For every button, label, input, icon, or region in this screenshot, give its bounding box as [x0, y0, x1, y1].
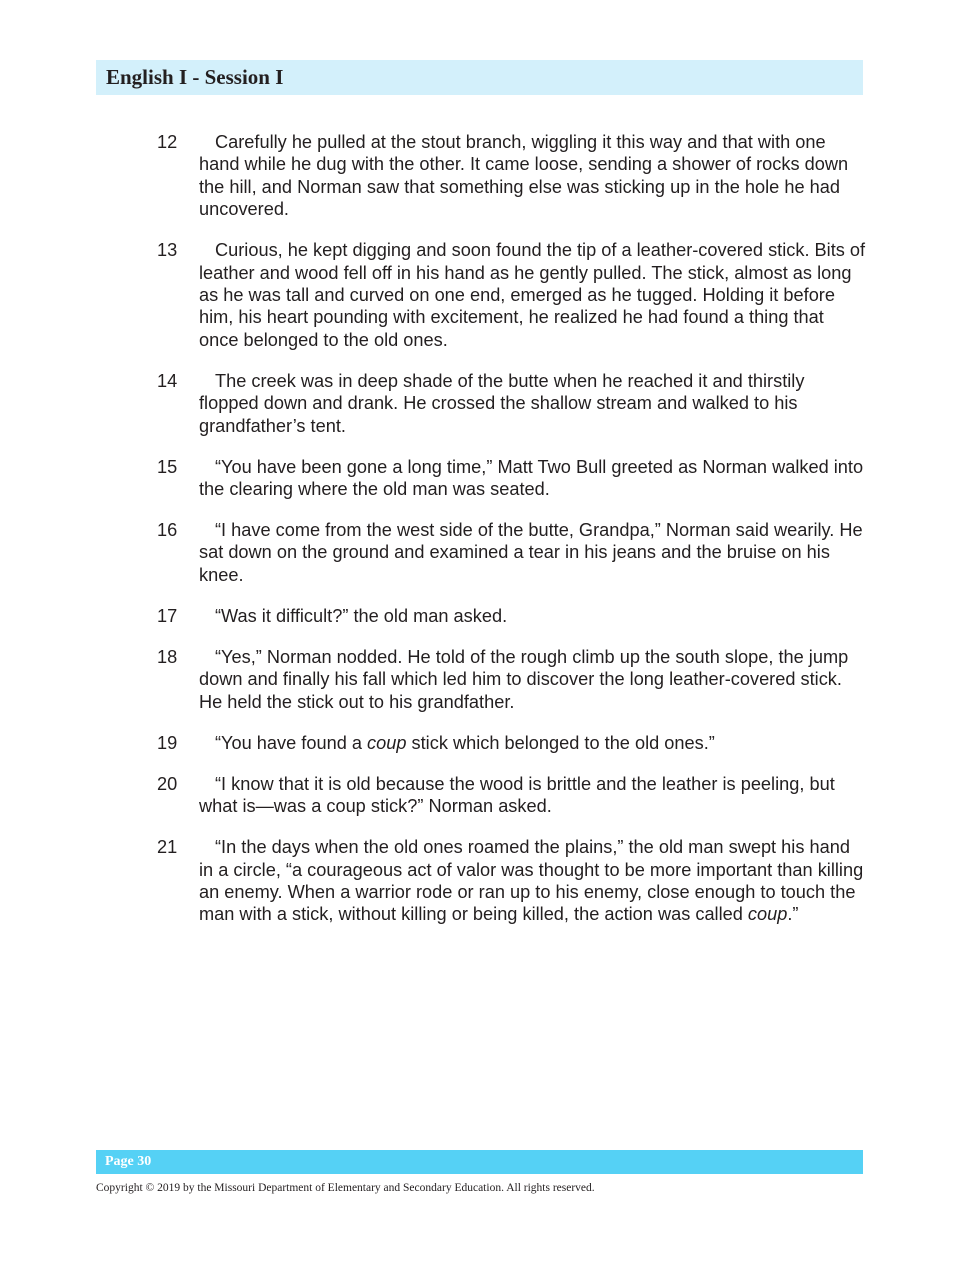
paragraph-number: 16 [157, 520, 178, 541]
paragraph-text [199, 456, 867, 501]
paragraph-number: 21 [157, 837, 178, 858]
paragraph-text [199, 519, 867, 586]
text-segment: stick which belonged to the old ones.” [406, 732, 715, 753]
paragraph-number: 12 [157, 132, 178, 152]
text-segment: “I have come from the west side of the butte, Grandpa,” Norman said wearily. He sat down on the ground and examined a tear in his jeans and the bruise on his knee. [199, 520, 863, 585]
text-segment: “Yes,” Norman nodded. He told of the rough climb up the south slope, the jump down and finally his fall which led him to discover the long leather-covered stick. He held the stick out to his grandfather. [199, 646, 849, 712]
paragraph-text [199, 773, 867, 818]
paragraph-text [199, 239, 867, 351]
paragraph-text [199, 732, 867, 754]
session-title: English I - Session I [106, 65, 284, 89]
passage-paragraph [157, 239, 867, 351]
paragraph-text [199, 646, 867, 713]
paragraph-number: 15 [157, 456, 178, 477]
text-segment: “I know that it is old because the wood is brittle and the leather is peeling, but what is—was a coup stick?” Norman asked. [199, 773, 835, 817]
passage-paragraph [157, 732, 867, 754]
text-segment: Curious, he kept digging and soon found the tip of a leather-covered stick. Bits of leather and wood fell off in his hand as he gently pulled. The stick, almost as long as he was tall and curved on one end, emerged as he tugged. Holding it before him, his heart pounding with excitement, he realized he had found a thing that once belonged to the old ones. [199, 240, 866, 350]
reading-passage [157, 131, 867, 944]
paragraph-number: 14 [157, 370, 178, 391]
text-segment: Carefully he pulled at the stout branch, wiggling it this way and that with one hand while he dug with the other. It came loose, sending a shower of rocks down the hill, and Norman saw that something else was sticking up in the hole he had uncovered. [199, 132, 849, 220]
text-segment: .” [787, 904, 799, 925]
passage-paragraph [157, 605, 867, 627]
paragraph-text [199, 605, 867, 627]
italic-term: coup [747, 904, 788, 925]
page-number: Page 30 [105, 1154, 152, 1169]
passage-paragraph [157, 131, 867, 221]
paragraph-text [199, 836, 867, 926]
italic-term: coup [367, 732, 407, 753]
paragraph-number: 18 [157, 646, 178, 667]
text-segment: The creek was in deep shade of the butte when he reached it and thirstily flopped down and drank. He crossed the shallow stream and walked to his grandfather’s tent. [199, 370, 805, 436]
passage-paragraph [157, 370, 867, 437]
passage-paragraph [157, 519, 867, 586]
paragraph-text [199, 131, 867, 221]
paragraph-number: 19 [157, 732, 178, 753]
text-segment: “In the days when the old ones roamed the plains,” the old man swept his hand in a circle, “a courageous act of valor was thought to be more important than killing an enemy. When a warrior rode or ran up to his enemy, close enough to touch the man with a stick, without killing or being killed, the action was called [199, 837, 864, 925]
text-segment: “You have been gone a long time,” Matt Two Bull greeted as Norman walked into the clearing where the old man was seated. [199, 456, 864, 500]
paragraph-text [199, 370, 867, 437]
passage-paragraph [157, 836, 867, 926]
paragraph-number: 20 [157, 773, 178, 794]
paragraph-number: 17 [157, 605, 178, 626]
passage-paragraph [157, 773, 867, 818]
page-footer-bar [96, 1150, 863, 1174]
copyright-notice: Copyright © 2019 by the Missouri Department of Elementary and Secondary Education. All rights reserved. [96, 1182, 595, 1194]
passage-paragraph [157, 646, 867, 713]
session-header-bar [96, 60, 863, 95]
text-segment: “You have found a [215, 732, 368, 753]
text-segment: “Was it difficult?” the old man asked. [215, 605, 508, 626]
paragraph-number: 13 [157, 240, 178, 261]
passage-paragraph [157, 456, 867, 501]
